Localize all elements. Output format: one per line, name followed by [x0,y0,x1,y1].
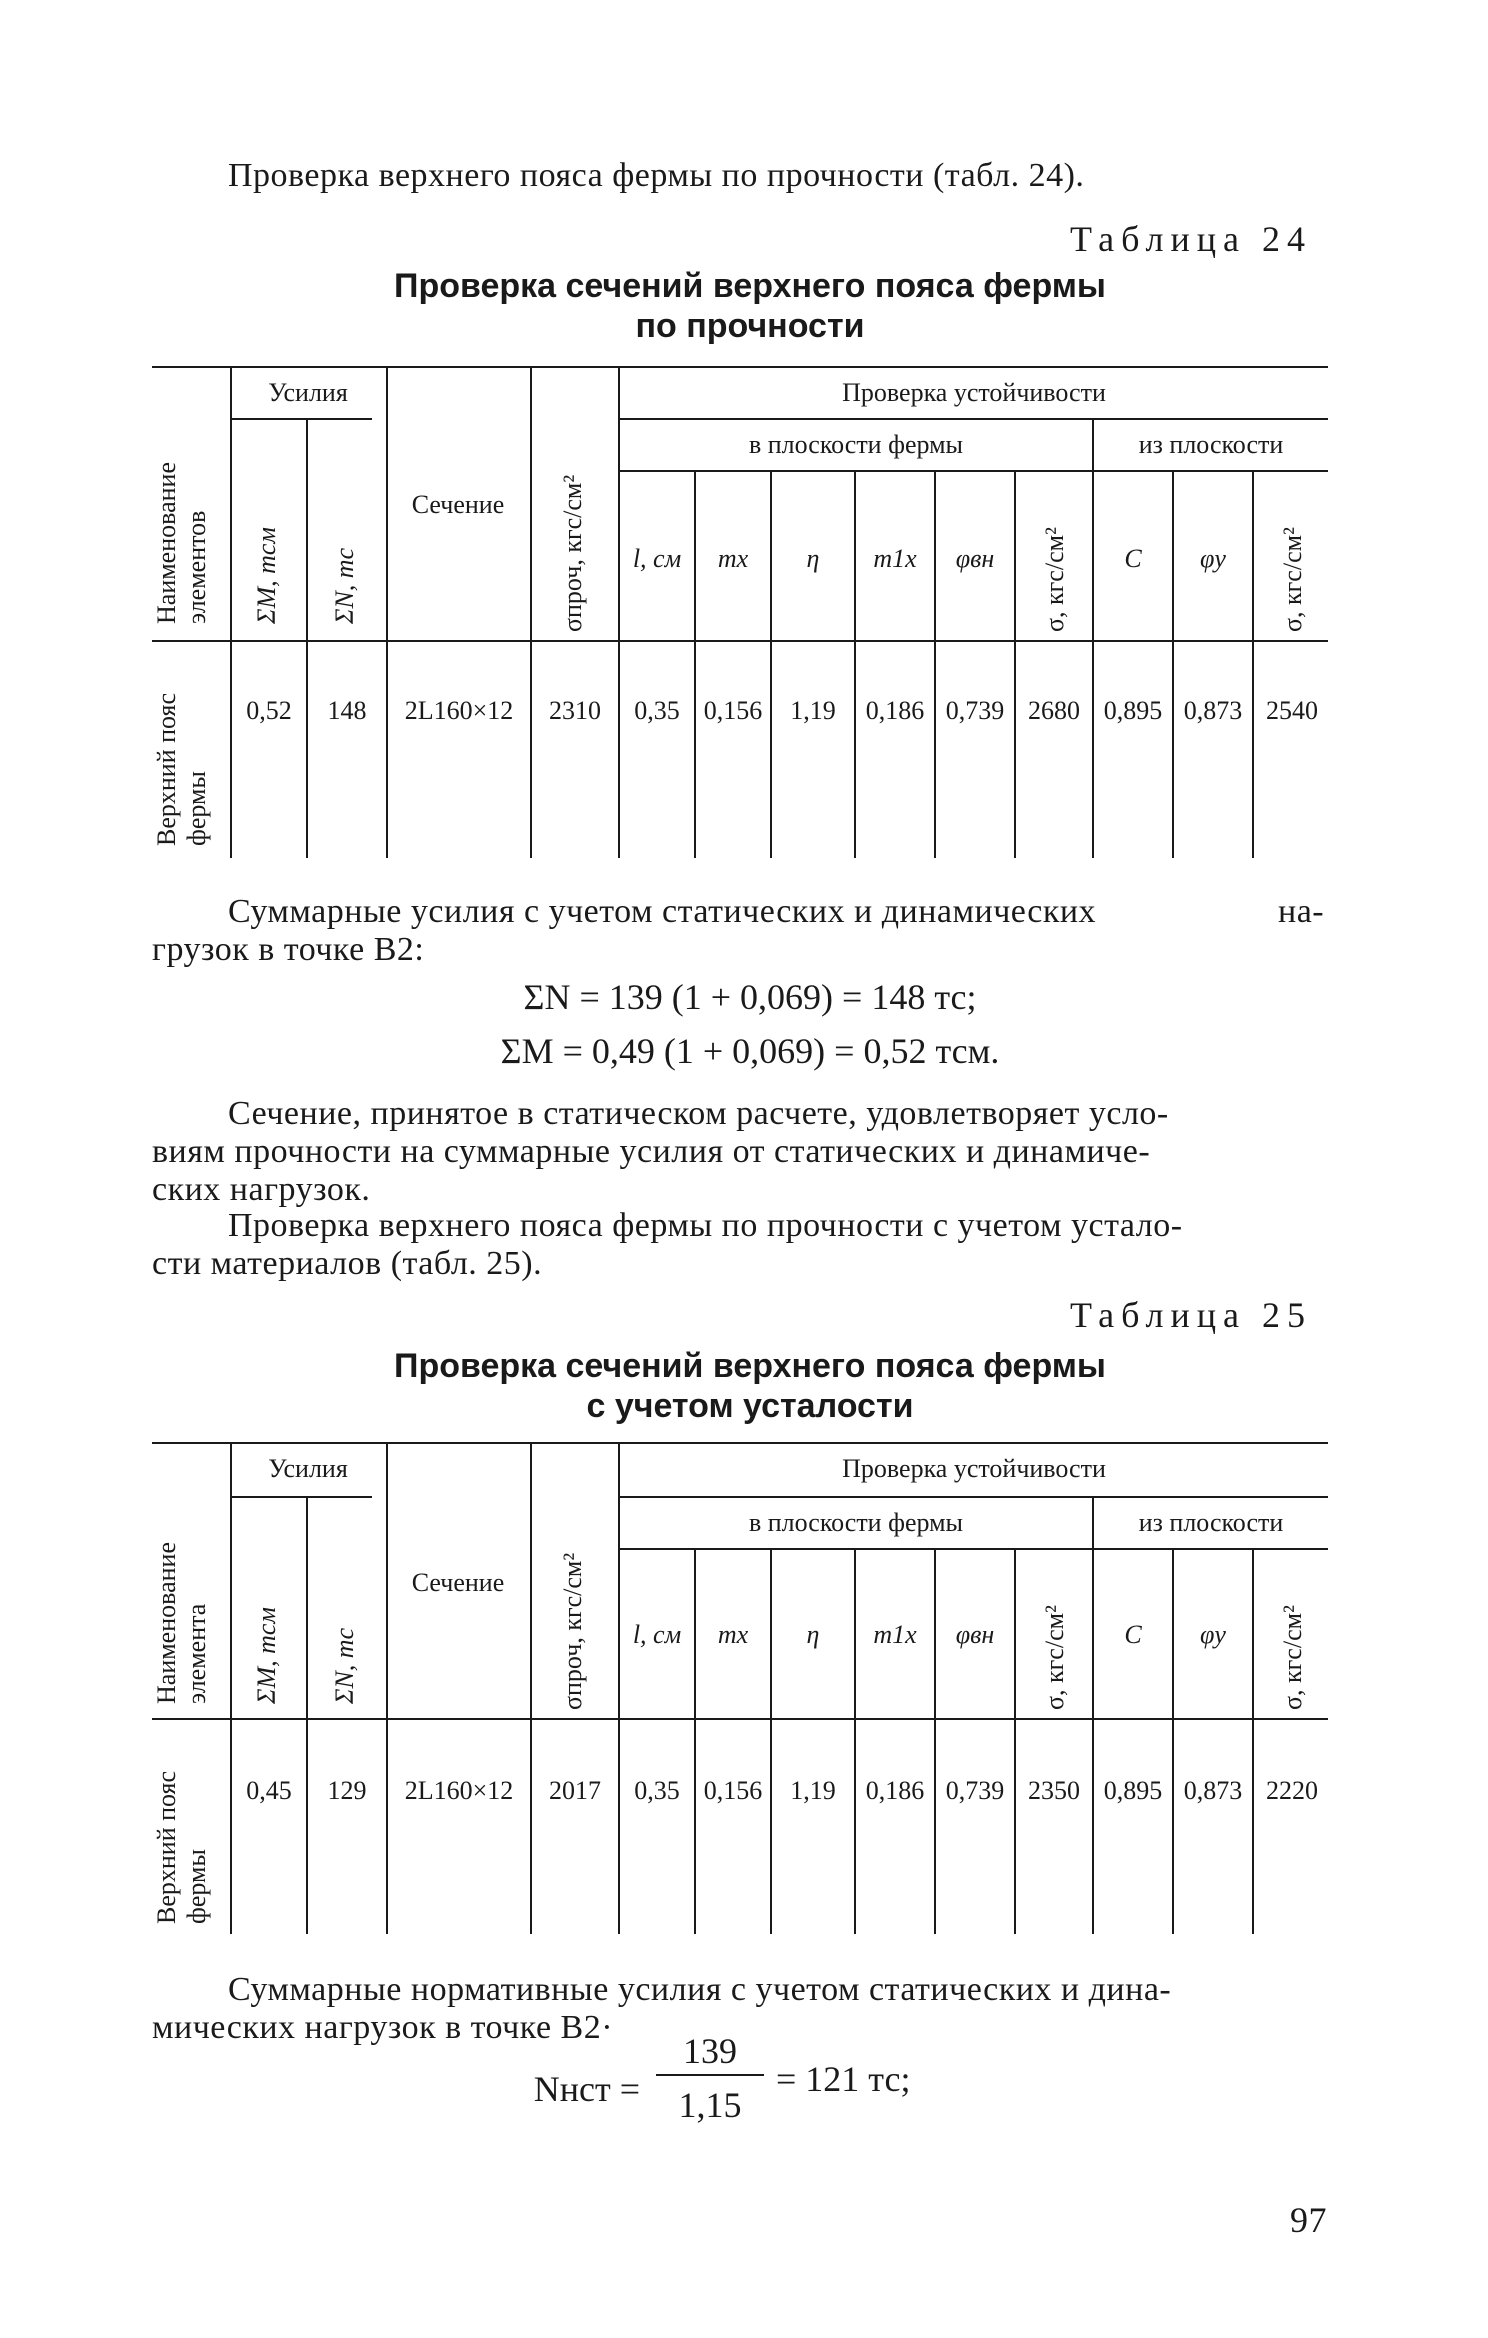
t24-h-section: Сечение [411,490,505,519]
t25-h-mx: mx [717,1620,749,1649]
t24-cell-sigma2: 2540 [1266,696,1318,725]
t24-h-sm: ΣM, тсм [252,526,281,624]
t24-h-out-plane: из плоскости [1138,430,1284,459]
t25-h-sn: ΣN, тс [330,1627,359,1704]
t24-cell-section: 2L160×12 [404,696,514,725]
t25-cell-section: 2L160×12 [404,1776,514,1805]
intro-text: Проверка верхнего пояса фермы по прочности (табл. 24). [228,157,1085,194]
t25-row-name-l2: фермы [182,1849,211,1924]
t25-cell-sn: 129 [327,1776,367,1805]
para1-line2: грузок в точке B2: [152,931,425,968]
para1-line1b: на- [1278,893,1325,930]
t25-cell-mx: 0,156 [703,1776,763,1805]
t25-h-sigma2: σ, кгс/см² [1278,1605,1307,1710]
t24-h-in-plane: в плоскости фермы [748,430,964,459]
t24-h-name-l2: элементов [182,510,211,624]
t24-row-name [152,693,212,846]
t25-h-phi-vn: φвн [955,1620,995,1649]
t24-h-name-l1: Наименование [152,462,181,624]
t25-cell-sigma-proch: 2017 [549,1776,601,1805]
t25-cell-c: 0,895 [1103,1776,1163,1805]
t25-h-sm: ΣM, тсм [252,1606,281,1704]
t24-cell-mx: 0,156 [703,696,763,725]
t24-h-c: C [1124,544,1142,573]
table24-title-line2: по прочности [635,307,865,345]
t24-h-phi-y: φy [1200,544,1226,573]
formula-sum-m: ΣM = 0,49 (1 + 0,069) = 0,52 тсм. [500,1031,1000,1071]
formula-sum-n: ΣN = 139 (1 + 0,069) = 148 тс; [523,977,977,1017]
t24-cell-m1x: 0,186 [865,696,925,725]
t25-row-name-l1: Верхний пояс [152,1770,181,1924]
t24-h-phi-vn: φвн [955,544,995,573]
t24-h-sigma2: σ, кгс/см² [1278,527,1307,632]
t24-cell-sigma-proch: 2310 [549,696,601,725]
para3-line2: сти материалов (табл. 25). [152,1245,543,1282]
t24-row-name-l2: фермы [182,771,211,846]
para2-line2: виям прочности на суммарные усилия от статических и динамиче- [152,1133,1151,1170]
t24-h-eta: η [806,544,820,573]
table25-title-line1: Проверка сечений верхнего пояса фермы [394,1347,1106,1385]
t25-h-eta: η [806,1620,820,1649]
t24-cell-eta: 1,19 [790,696,836,725]
t25-cell-phi-vn: 0,739 [945,1776,1005,1805]
t25-cell-sigma1: 2350 [1028,1776,1080,1805]
t25-cell-m1x: 0,186 [865,1776,925,1805]
t24-h-l: l, см [632,544,682,573]
t25-h-section: Сечение [411,1568,505,1597]
t24-cell-sn: 148 [327,696,367,725]
t25-cell-sigma2: 2220 [1266,1776,1318,1805]
t25-h-forces: Усилия [268,1454,348,1483]
para4-line1: Суммарные нормативные усилия с учетом статических и дина- [228,1971,1172,2008]
t24-cell-phi-vn: 0,739 [945,696,1005,725]
table25-label: Таблица 25 [1070,1295,1312,1335]
t25-cell-sm: 0,45 [246,1776,292,1805]
para1-line1a: Суммарные усилия с учетом статических и динамических [228,893,1097,930]
t24-h-stability: Проверка устойчивости [842,378,1106,407]
t24-cell-sigma1: 2680 [1028,696,1080,725]
t25-h-name-l2: элемента [182,1603,211,1704]
t24-cell-l: 0,35 [634,696,680,725]
t25-h-out-plane: из плоскости [1138,1508,1284,1537]
t25-h-name-l1: Наименование [152,1542,181,1704]
table24-title [300,266,1200,346]
page-number: 97 [1290,2200,1327,2240]
formula3-numerator: 139 [683,2031,737,2071]
table24-title-line1: Проверка сечений верхнего пояса фермы [394,267,1106,305]
t24-h-sn: ΣN, тс [330,547,359,624]
t25-h-name [152,1542,212,1704]
t25-cell-eta: 1,19 [790,1776,836,1805]
t24-h-m1x: m1x [873,544,917,573]
formula3-rhs: = 121 тс; [776,2059,911,2099]
t25-cell-phi-y: 0,873 [1183,1776,1243,1805]
t25-h-phi-y: φy [1200,1620,1226,1649]
para4-line2: мических нагрузок в точке B2· [152,2009,614,2046]
t25-h-in-plane: в плоскости фермы [748,1508,964,1537]
t24-cell-sm: 0,52 [246,696,292,725]
t25-h-sigma1: σ, кгс/см² [1040,1605,1069,1710]
table25-title-line2: с учетом усталости [586,1387,914,1425]
t24-h-mx: mx [717,544,749,573]
para2-line3: ских нагрузок. [152,1171,371,1208]
t25-h-l: l, см [632,1620,682,1649]
t25-h-sigma-proch: σпроч, кгс/см² [558,1552,587,1710]
table25-title [300,1346,1200,1426]
table24-label: Таблица 24 [1070,219,1312,259]
t25-cell-l: 0,35 [634,1776,680,1805]
t24-h-sigma1: σ, кгс/см² [1040,527,1069,632]
t24-cell-c: 0,895 [1103,696,1163,725]
t25-h-c: C [1124,1620,1142,1649]
t24-h-name [152,462,212,624]
t24-row-name-l1: Верхний пояс [152,692,181,846]
formula3-denominator: 1,15 [678,2085,742,2125]
t25-row-name [152,1771,212,1924]
t25-h-stability: Проверка устойчивости [842,1454,1106,1483]
para3-line1: Проверка верхнего пояса фермы по прочности с учетом устало- [228,1207,1183,1244]
formula3-lhs: Nнст = [533,2069,640,2109]
t24-cell-phi-y: 0,873 [1183,696,1243,725]
t24-h-forces: Усилия [268,378,348,407]
para2-line1: Сечение, принятое в статическом расчете, удовлетворяет усло- [228,1095,1169,1132]
formula3-fraction-bar [656,2074,764,2076]
t24-h-sigma-proch: σпроч, кгс/см² [558,474,587,632]
t25-h-m1x: m1x [873,1620,917,1649]
